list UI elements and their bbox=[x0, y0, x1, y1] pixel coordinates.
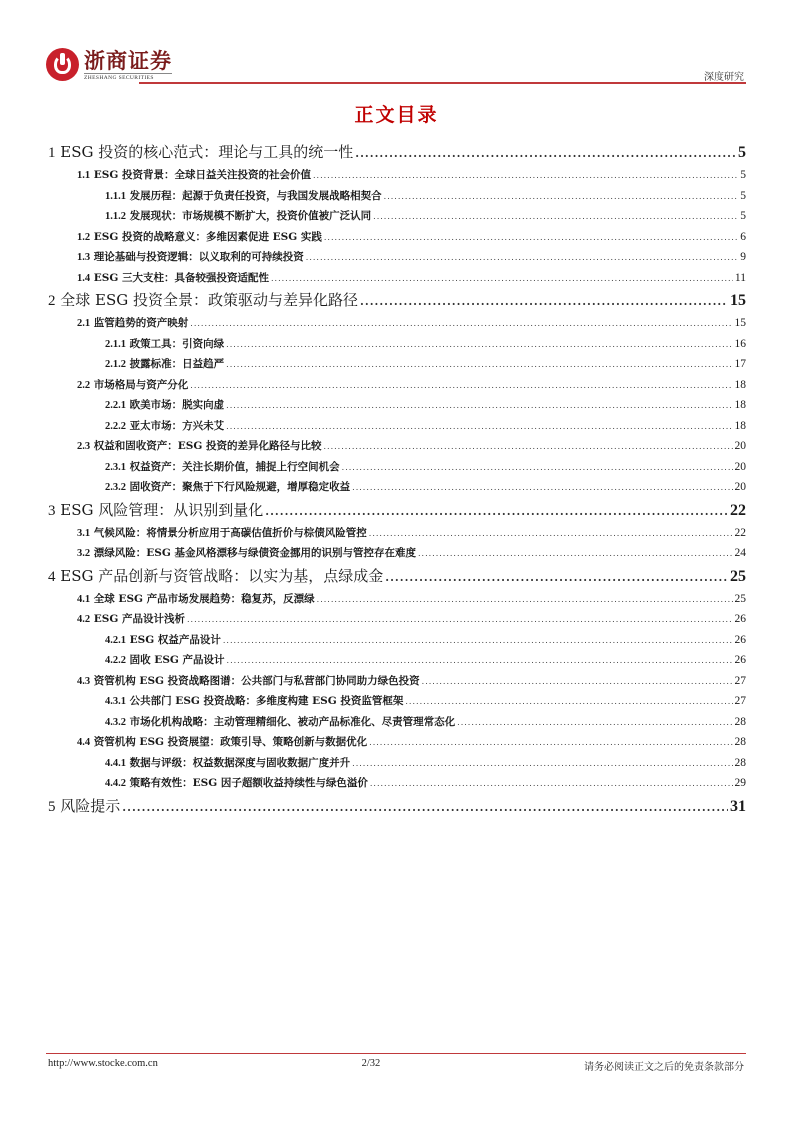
toc-entry-title bbox=[105, 773, 368, 795]
toc-entry-text: 市场格局与资产分化 bbox=[93, 378, 189, 391]
toc-entry-title bbox=[77, 523, 367, 545]
logo-emblem-icon bbox=[46, 48, 79, 81]
toc-entry-page: 20 bbox=[734, 460, 746, 473]
toc-entry-title bbox=[48, 498, 263, 524]
toc-leader-dots bbox=[324, 228, 738, 249]
report-type-label: 深度研究 bbox=[704, 72, 744, 83]
toc-leader-dots bbox=[122, 795, 728, 820]
toc-entry-number: 4.4 bbox=[77, 737, 91, 748]
toc-entry-number: 2.2 bbox=[77, 379, 91, 391]
toc-entry-title bbox=[105, 457, 340, 479]
toc-entry-text: 理论基础与投资逻辑：以义取利的可持续投资 bbox=[93, 251, 304, 263]
page-footer bbox=[48, 1058, 744, 1073]
toc-entry-text: 风险提示 bbox=[60, 796, 121, 815]
header-divider bbox=[139, 82, 746, 84]
toc-leader-dots bbox=[187, 610, 733, 631]
toc-leader-dots bbox=[355, 141, 736, 166]
toc-entry[interactable] bbox=[48, 457, 746, 478]
toc-entry-number: 4.3.1 bbox=[105, 696, 126, 707]
toc-entry-page: 26 bbox=[734, 613, 746, 625]
toc-entry-page: 24 bbox=[734, 547, 746, 559]
toc-entry[interactable] bbox=[48, 732, 746, 753]
toc-entry[interactable] bbox=[48, 395, 746, 416]
toc-entry-text: 权益和固收资产：ESG 投资的差异化路径与比较 bbox=[93, 440, 322, 452]
toc-leader-dots bbox=[227, 651, 733, 672]
toc-entry-page: 15 bbox=[734, 317, 746, 329]
toc-entry-title bbox=[77, 247, 304, 269]
toc-entry-number: 4 bbox=[48, 568, 56, 585]
toc-entry-text: 监管趋势的资产映射 bbox=[93, 317, 189, 329]
toc-entry-number: 2.3.2 bbox=[105, 482, 126, 493]
toc-entry-text: 披露标准：日益趋严 bbox=[129, 358, 225, 370]
toc-entry[interactable] bbox=[48, 498, 746, 523]
toc-entry[interactable] bbox=[48, 523, 746, 544]
toc-entry-number: 3.1 bbox=[77, 527, 91, 539]
toc-leader-dots bbox=[226, 335, 732, 356]
toc-entry-title bbox=[105, 354, 224, 376]
toc-leader-dots bbox=[369, 524, 733, 545]
toc-entry-number: 2 bbox=[48, 293, 56, 309]
toc-entry-page: 31 bbox=[730, 797, 746, 815]
toc-entry-title bbox=[105, 630, 221, 652]
toc-entry-title bbox=[48, 288, 358, 314]
toc-title: 正文目录 bbox=[354, 104, 439, 126]
toc-entry-text: 亚太市场：方兴未艾 bbox=[129, 419, 225, 432]
toc-entry-page: 18 bbox=[734, 419, 746, 432]
toc-entry-page: 25 bbox=[730, 567, 746, 585]
toc-entry[interactable] bbox=[48, 794, 746, 819]
toc-entry-page: 6 bbox=[740, 230, 746, 243]
toc-entry-number: 2.3 bbox=[77, 441, 91, 452]
toc-entry-text: 权益资产：关注长期价值，捕捉上行空间机会 bbox=[129, 460, 340, 473]
toc-entry[interactable] bbox=[48, 227, 746, 248]
toc-entry-text: 全球 ESG 产品市场发展趋势：稳复苏，反漂绿 bbox=[93, 592, 315, 605]
toc-entry-number: 1.2 bbox=[77, 231, 91, 243]
toc-entry-page: 27 bbox=[734, 695, 746, 707]
page-number: 2/32 bbox=[361, 1058, 381, 1069]
toc-entry-title bbox=[105, 650, 225, 672]
toc-entry-title bbox=[77, 589, 315, 611]
toc-entry-page: 22 bbox=[730, 501, 746, 519]
toc-leader-dots bbox=[370, 774, 733, 795]
toc-entry-text: 发展现状：市场规模不断扩大，投资价值被广泛认同 bbox=[129, 210, 372, 222]
toc-leader-dots bbox=[265, 499, 728, 524]
toc-entry[interactable] bbox=[48, 268, 746, 289]
toc-entry-title bbox=[48, 794, 120, 820]
toc-entry-text: ESG 产品创新与资管战略：以实为基，点绿成金 bbox=[60, 566, 384, 585]
toc-leader-dots bbox=[418, 544, 733, 565]
toc-entry-number: 2.3.1 bbox=[105, 461, 126, 473]
toc-entry-page: 20 bbox=[734, 440, 746, 452]
toc-entry-title bbox=[48, 140, 353, 166]
toc-entry-text: 公共部门 ESG 投资战略：多维度构建 ESG 投资监管框架 bbox=[129, 695, 404, 707]
toc-entry-number: 2.2.2 bbox=[105, 420, 126, 432]
toc-entry-number: 4.3 bbox=[77, 675, 91, 687]
toc-entry-number: 4.2.1 bbox=[105, 634, 126, 646]
toc-entry-number: 2.1.2 bbox=[105, 359, 126, 370]
toc-entry-page: 20 bbox=[734, 481, 746, 493]
toc-entry-text: ESG 投资的战略意义：多维因素促进 ESG 实践 bbox=[93, 230, 322, 243]
toc-entry-page: 11 bbox=[734, 271, 746, 284]
toc-entry-page: 18 bbox=[734, 399, 746, 411]
toc-leader-dots bbox=[317, 590, 733, 611]
toc-entry-page: 5 bbox=[740, 189, 746, 202]
toc-entry-page: 26 bbox=[734, 654, 746, 666]
brand-logo bbox=[46, 48, 172, 81]
toc-leader-dots bbox=[369, 733, 732, 754]
toc-entry-title bbox=[105, 691, 403, 713]
table-of-contents bbox=[48, 140, 746, 819]
toc-entry-title bbox=[77, 436, 322, 458]
toc-leader-dots bbox=[352, 478, 732, 499]
toc-entry-text: 数据与评级：权益数据深度与固收数据广度并升 bbox=[129, 756, 351, 769]
toc-entry-number: 5 bbox=[48, 798, 56, 815]
toc-entry-page: 28 bbox=[734, 736, 746, 748]
toc-entry-number: 2.1.1 bbox=[105, 338, 126, 350]
toc-leader-dots bbox=[226, 417, 732, 438]
toc-entry-title bbox=[77, 732, 367, 754]
toc-entry-number: 3.2 bbox=[77, 548, 91, 559]
brand-name-cn: 浙商证券 bbox=[84, 48, 172, 73]
toc-entry-text: 全球 ESG 投资全景：政策驱动与差异化路径 bbox=[60, 291, 359, 309]
toc-entry[interactable] bbox=[48, 589, 746, 610]
toc-entry-text: 漂绿风险：ESG 基金风格漂移与绿债资金挪用的识别与管控存在难度 bbox=[93, 547, 416, 559]
toc-entry[interactable] bbox=[48, 375, 746, 396]
toc-entry[interactable] bbox=[48, 753, 746, 774]
toc-entry-number: 1 bbox=[48, 145, 56, 161]
toc-entry-page: 18 bbox=[734, 378, 746, 391]
toc-entry-page: 26 bbox=[734, 633, 746, 646]
toc-entry-page: 28 bbox=[734, 756, 746, 769]
toc-entry-number: 1.1.1 bbox=[105, 190, 126, 202]
toc-leader-dots bbox=[190, 314, 732, 335]
toc-entry-number: 1.1.2 bbox=[105, 211, 126, 222]
toc-leader-dots bbox=[226, 396, 732, 417]
toc-entry-text: ESG 投资的核心范式：理论与工具的统一性 bbox=[60, 143, 354, 161]
toc-entry-text: ESG 产品设计浅析 bbox=[93, 613, 185, 625]
toc-leader-dots bbox=[405, 692, 732, 713]
toc-entry[interactable] bbox=[48, 477, 746, 498]
toc-entry[interactable] bbox=[48, 416, 746, 437]
toc-leader-dots bbox=[352, 754, 732, 775]
toc-entry-text: 市场化机构战略：主动管理精细化、被动产品标准化、尽责管理常态化 bbox=[129, 715, 456, 728]
toc-entry-page: 15 bbox=[730, 292, 746, 309]
toc-entry[interactable] bbox=[48, 334, 746, 355]
toc-entry-page: 25 bbox=[734, 592, 746, 605]
toc-leader-dots bbox=[313, 166, 738, 187]
toc-entry-number: 4.3.2 bbox=[105, 716, 126, 728]
toc-entry-title bbox=[77, 375, 188, 397]
toc-entry-title bbox=[105, 186, 382, 208]
toc-leader-dots bbox=[342, 458, 733, 479]
toc-entry-text: 策略有效性：ESG 因子超额收益持续性与绿色溢价 bbox=[129, 777, 368, 789]
toc-entry-page: 9 bbox=[740, 251, 746, 263]
toc-entry-page: 17 bbox=[734, 358, 746, 370]
toc-entry-text: ESG 权益产品设计 bbox=[129, 633, 221, 646]
toc-entry-title bbox=[105, 395, 224, 417]
toc-entry[interactable] bbox=[48, 436, 746, 457]
toc-entry[interactable] bbox=[48, 543, 746, 564]
toc-leader-dots bbox=[457, 713, 732, 734]
toc-leader-dots bbox=[271, 269, 733, 290]
toc-entry-title bbox=[105, 753, 350, 775]
toc-entry-title bbox=[105, 477, 350, 499]
toc-entry[interactable] bbox=[48, 206, 746, 227]
toc-leader-dots bbox=[384, 187, 739, 208]
toc-entry-number: 4.2 bbox=[77, 614, 91, 625]
page-header bbox=[46, 48, 746, 90]
toc-entry-number: 4.4.1 bbox=[105, 757, 126, 769]
toc-leader-dots bbox=[226, 355, 732, 376]
toc-entry[interactable] bbox=[48, 773, 746, 794]
footer-divider bbox=[46, 1053, 746, 1054]
toc-entry-number: 4.1 bbox=[77, 593, 91, 605]
toc-entry[interactable] bbox=[48, 609, 746, 630]
toc-entry-title bbox=[48, 564, 383, 590]
toc-entry-text: 发展历程：起源于负责任投资，与我国发展战略相契合 bbox=[129, 189, 382, 202]
toc-entry-text: 资管机构 ESG 投资战略图谱：公共部门与私营部门协同助力绿色投资 bbox=[93, 674, 420, 687]
toc-entry[interactable] bbox=[48, 630, 746, 651]
toc-entry[interactable] bbox=[48, 313, 746, 334]
toc-entry-number: 2.1 bbox=[77, 318, 91, 329]
brand-name-en: ZHESHANG SECURITIES bbox=[84, 73, 172, 81]
toc-entry-text: 欧美市场：脱实向虚 bbox=[129, 399, 225, 411]
toc-entry-text: 政策工具：引资向绿 bbox=[129, 337, 225, 350]
toc-entry-number: 1.1 bbox=[77, 170, 91, 181]
toc-entry-text: 固收 ESG 产品设计 bbox=[129, 654, 225, 666]
toc-entry-text: ESG 风险管理：从识别到量化 bbox=[60, 500, 264, 519]
toc-entry[interactable] bbox=[48, 186, 746, 207]
toc-entry-page: 5 bbox=[740, 169, 746, 181]
toc-entry-title bbox=[105, 334, 224, 356]
toc-entry-number: 3 bbox=[48, 502, 56, 519]
disclaimer-note: 请务必阅读正文之后的免责条款部分 bbox=[583, 1062, 744, 1073]
toc-entry[interactable] bbox=[48, 247, 746, 268]
toc-entry-number: 2.2.1 bbox=[105, 400, 126, 411]
toc-entry[interactable] bbox=[48, 691, 746, 712]
toc-leader-dots bbox=[373, 207, 738, 228]
toc-entry[interactable] bbox=[48, 671, 746, 692]
toc-entry-title bbox=[105, 416, 224, 438]
toc-entry[interactable] bbox=[48, 354, 746, 375]
toc-leader-dots bbox=[190, 376, 732, 397]
toc-entry-page: 22 bbox=[734, 526, 746, 539]
toc-entry-page: 27 bbox=[734, 674, 746, 687]
toc-entry-title bbox=[77, 165, 311, 187]
toc-entry-text: ESG 投资背景：全球日益关注投资的社会价值 bbox=[93, 169, 311, 181]
toc-entry-title bbox=[77, 268, 269, 290]
toc-leader-dots bbox=[324, 437, 733, 458]
toc-leader-dots bbox=[385, 565, 728, 590]
toc-entry-title bbox=[77, 313, 188, 335]
toc-entry-title bbox=[77, 609, 185, 631]
toc-leader-dots bbox=[360, 289, 728, 314]
toc-entry[interactable] bbox=[48, 712, 746, 733]
toc-entry-number: 4.4.2 bbox=[105, 778, 126, 789]
footer-url-link[interactable]: http://www.stocke.com.cn bbox=[48, 1058, 158, 1069]
toc-entry-title bbox=[77, 671, 420, 693]
toc-entry-page: 16 bbox=[734, 337, 746, 350]
toc-entry-title bbox=[105, 206, 371, 228]
toc-leader-dots bbox=[223, 631, 733, 652]
toc-entry-number: 1.4 bbox=[77, 272, 91, 284]
toc-entry-page: 5 bbox=[740, 210, 746, 222]
toc-entry-text: 固收资产：聚焦于下行风险规避，增厚稳定收益 bbox=[129, 481, 351, 493]
toc-entry-title bbox=[77, 227, 322, 249]
toc-entry-text: 气候风险：将情景分析应用于高碳估值折价与棕债风险管控 bbox=[93, 526, 367, 539]
toc-entry-number: 4.2.2 bbox=[105, 655, 126, 666]
toc-entry-title bbox=[77, 543, 416, 565]
toc-entry-page: 29 bbox=[734, 777, 746, 789]
toc-entry[interactable] bbox=[48, 564, 746, 589]
toc-entry-text: 资管机构 ESG 投资展望：政策引导、策略创新与数据优化 bbox=[93, 736, 368, 748]
toc-entry-text: ESG 三大支柱：具备较强投资适配性 bbox=[93, 271, 269, 284]
toc-entry-title bbox=[105, 712, 455, 734]
toc-entry[interactable] bbox=[48, 288, 746, 313]
toc-entry[interactable] bbox=[48, 140, 746, 165]
toc-entry[interactable] bbox=[48, 165, 746, 186]
toc-leader-dots bbox=[306, 248, 738, 269]
toc-entry-number: 1.3 bbox=[77, 252, 91, 263]
toc-entry[interactable] bbox=[48, 650, 746, 671]
toc-entry-page: 5 bbox=[738, 144, 746, 161]
toc-leader-dots bbox=[422, 672, 733, 693]
toc-entry-page: 28 bbox=[734, 715, 746, 728]
